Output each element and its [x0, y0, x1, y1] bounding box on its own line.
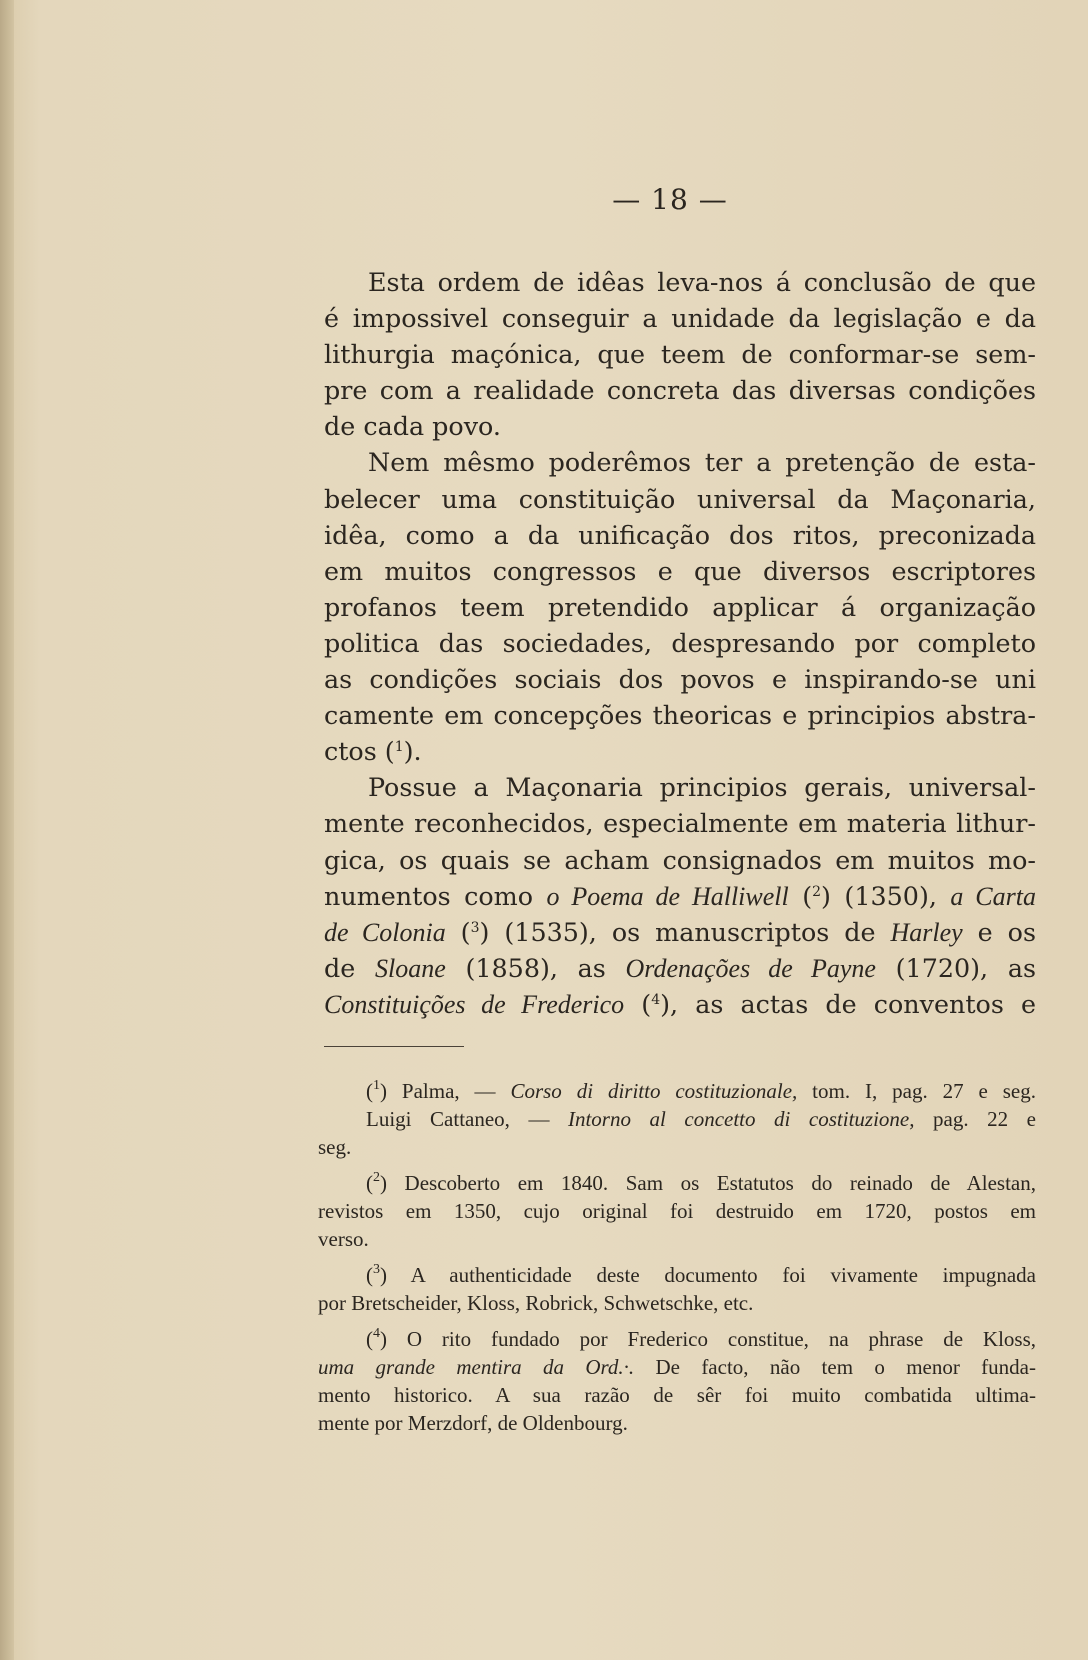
- footnote-line: [318, 1133, 1036, 1161]
- italic-title: Harley: [890, 917, 963, 947]
- italic-title: Intorno al concetto di costituzione,: [567, 1107, 915, 1131]
- body-line: [324, 661, 1036, 697]
- text-run: em muitos congressos e que diversos escriptores: [324, 555, 1036, 586]
- text-run: seg.: [318, 1135, 352, 1159]
- footnote-marker: 4: [373, 1326, 380, 1341]
- text-run: ) Palma, —: [380, 1079, 511, 1103]
- text-run: (: [366, 1079, 373, 1103]
- body-line: [324, 878, 1036, 914]
- text-run: por Bretscheider, Kloss, Robrick, Schwetschke, etc.: [318, 1291, 754, 1315]
- body-line: [324, 950, 1036, 986]
- body-line: [324, 553, 1036, 589]
- text-run: ) A authenticidade deste documento foi vivamente impugnada: [380, 1263, 1036, 1287]
- italic-title: o Poema de Halliwell: [546, 881, 789, 911]
- footnote-line: [318, 1353, 1036, 1381]
- footnote-line: [318, 1225, 1036, 1253]
- text-run: e os: [962, 916, 1036, 947]
- text-run: De facto, não tem o menor funda-: [634, 1355, 1036, 1379]
- body-line: [324, 842, 1036, 878]
- italic-title: a Carta: [950, 881, 1036, 911]
- italic-title: uma grande mentira da Ord.·.: [318, 1355, 635, 1379]
- body-line: [324, 769, 1036, 805]
- text-run: verso.: [318, 1227, 369, 1251]
- text-run: é impossivel conseguir a unidade da legislação e da: [324, 303, 1036, 334]
- body-text: [324, 264, 1036, 1022]
- italic-title: Corso di diritto costituzionale,: [510, 1079, 798, 1103]
- footnote-line: [318, 1169, 1036, 1197]
- footnote-marker: 3: [470, 919, 480, 936]
- text-run: (: [366, 1171, 373, 1195]
- italic-title: Constituições de Frederico: [324, 989, 625, 1019]
- text-run: ).: [403, 736, 422, 767]
- body-line: [324, 986, 1036, 1022]
- text-run: ) (1535), os manuscriptos de: [479, 916, 891, 947]
- italic-title: de Colonia: [324, 917, 446, 947]
- body-line: [324, 625, 1036, 661]
- text-run: (: [366, 1263, 373, 1287]
- page-number: — 18 —: [612, 183, 728, 216]
- text-run: (1720), as: [875, 952, 1036, 983]
- body-line: [324, 444, 1036, 480]
- text-run: mente por Merzdorf, de Oldenbourg.: [318, 1411, 628, 1435]
- text-run: politica das sociedades, despresando por completo: [324, 627, 1036, 658]
- text-run: ) (1350),: [821, 880, 951, 911]
- footnote-rule: [324, 1046, 464, 1047]
- body-line: [324, 481, 1036, 517]
- body-line: [324, 589, 1036, 625]
- italic-title: Sloane: [374, 953, 446, 983]
- body-line: [324, 805, 1036, 841]
- text-run: tom. I, pag. 27 e seg.: [797, 1079, 1037, 1103]
- body-line: [324, 733, 1036, 769]
- text-run: as condições sociais dos povos e inspirando-se uni: [324, 664, 1036, 695]
- body-line: [324, 372, 1036, 408]
- footnote-line: [318, 1105, 1036, 1133]
- text-run: Nem mêsmo poderêmos ter a pretenção de esta-: [368, 447, 1036, 478]
- footnote-line: [318, 1325, 1036, 1353]
- text-run: ) Descoberto em 1840. Sam os Estatutos do reinado de Alestan,: [380, 1171, 1036, 1195]
- text-run: camente em concepções theoricas e principios abstra-: [324, 700, 1036, 731]
- text-run: Possue a Maçonaria principios gerais, universal-: [368, 772, 1036, 803]
- text-run: ctos (: [324, 736, 395, 767]
- text-run: belecer uma constituição universal da Maçonaria,: [324, 483, 1036, 514]
- text-run: pre com a realidade concreta das diversas condições: [324, 375, 1036, 406]
- footnote-marker: 1: [373, 1078, 380, 1093]
- body-line: [324, 408, 1036, 444]
- text-run: ) O rito fundado por Frederico constitue, na phrase de Kloss,: [380, 1327, 1036, 1351]
- text-run: numentos como: [324, 880, 547, 911]
- text-run: de cada povo.: [324, 411, 501, 442]
- text-run: (: [445, 916, 471, 947]
- text-run: revistos em 1350, cujo original foi destruido em 1720, postos em: [318, 1199, 1036, 1223]
- text-run: pag. 22 e: [914, 1107, 1036, 1131]
- text-run: mente reconhecidos, especialmente em materia lithur-: [324, 808, 1036, 839]
- footnote-marker: 2: [812, 883, 822, 900]
- text-run: (1858), as: [445, 952, 626, 983]
- text-run: (: [788, 880, 813, 911]
- text-run: idêa, como a da unificação dos ritos, preconizada: [324, 519, 1036, 550]
- footnote-marker: 4: [651, 991, 661, 1008]
- footnote-marker: 3: [373, 1262, 380, 1277]
- body-line: [324, 264, 1036, 300]
- footnote-line: [318, 1409, 1036, 1437]
- text-run: Luigi Cattaneo, —: [366, 1107, 568, 1131]
- footnote-line: [318, 1381, 1036, 1409]
- text-run: mento historico. A sua razão de sêr foi muito combatida ultima-: [318, 1383, 1036, 1407]
- text-run: Esta ordem de idêas leva-nos á conclusão de que: [368, 267, 1036, 297]
- footnote-line: [318, 1289, 1036, 1317]
- body-line: [324, 300, 1036, 336]
- italic-title: Ordenações de Payne: [625, 953, 876, 983]
- text-run: gica, os quais se acham consignados em muitos mo-: [324, 844, 1036, 875]
- text-run: lithurgia maçónica, que teem de conformar-se sem-: [324, 339, 1036, 370]
- footnote-line: [318, 1197, 1036, 1225]
- page-spine-shadow: [0, 0, 14, 1660]
- text-run: ), as actas de conventos e: [660, 988, 1037, 1019]
- text-run: de: [324, 952, 375, 983]
- body-line: [324, 517, 1036, 553]
- text-run: profanos teem pretendido applicar á organização: [324, 591, 1036, 622]
- text-run: (: [624, 988, 652, 1019]
- body-line: [324, 914, 1036, 950]
- body-line: [324, 336, 1036, 372]
- footnote-marker: 2: [373, 1170, 380, 1185]
- footnotes: [318, 1077, 1036, 1437]
- text-run: (: [366, 1327, 373, 1351]
- body-line: [324, 697, 1036, 733]
- footnote-line: [318, 1077, 1036, 1105]
- footnote-line: [318, 1261, 1036, 1289]
- footnote-marker: 1: [394, 739, 404, 756]
